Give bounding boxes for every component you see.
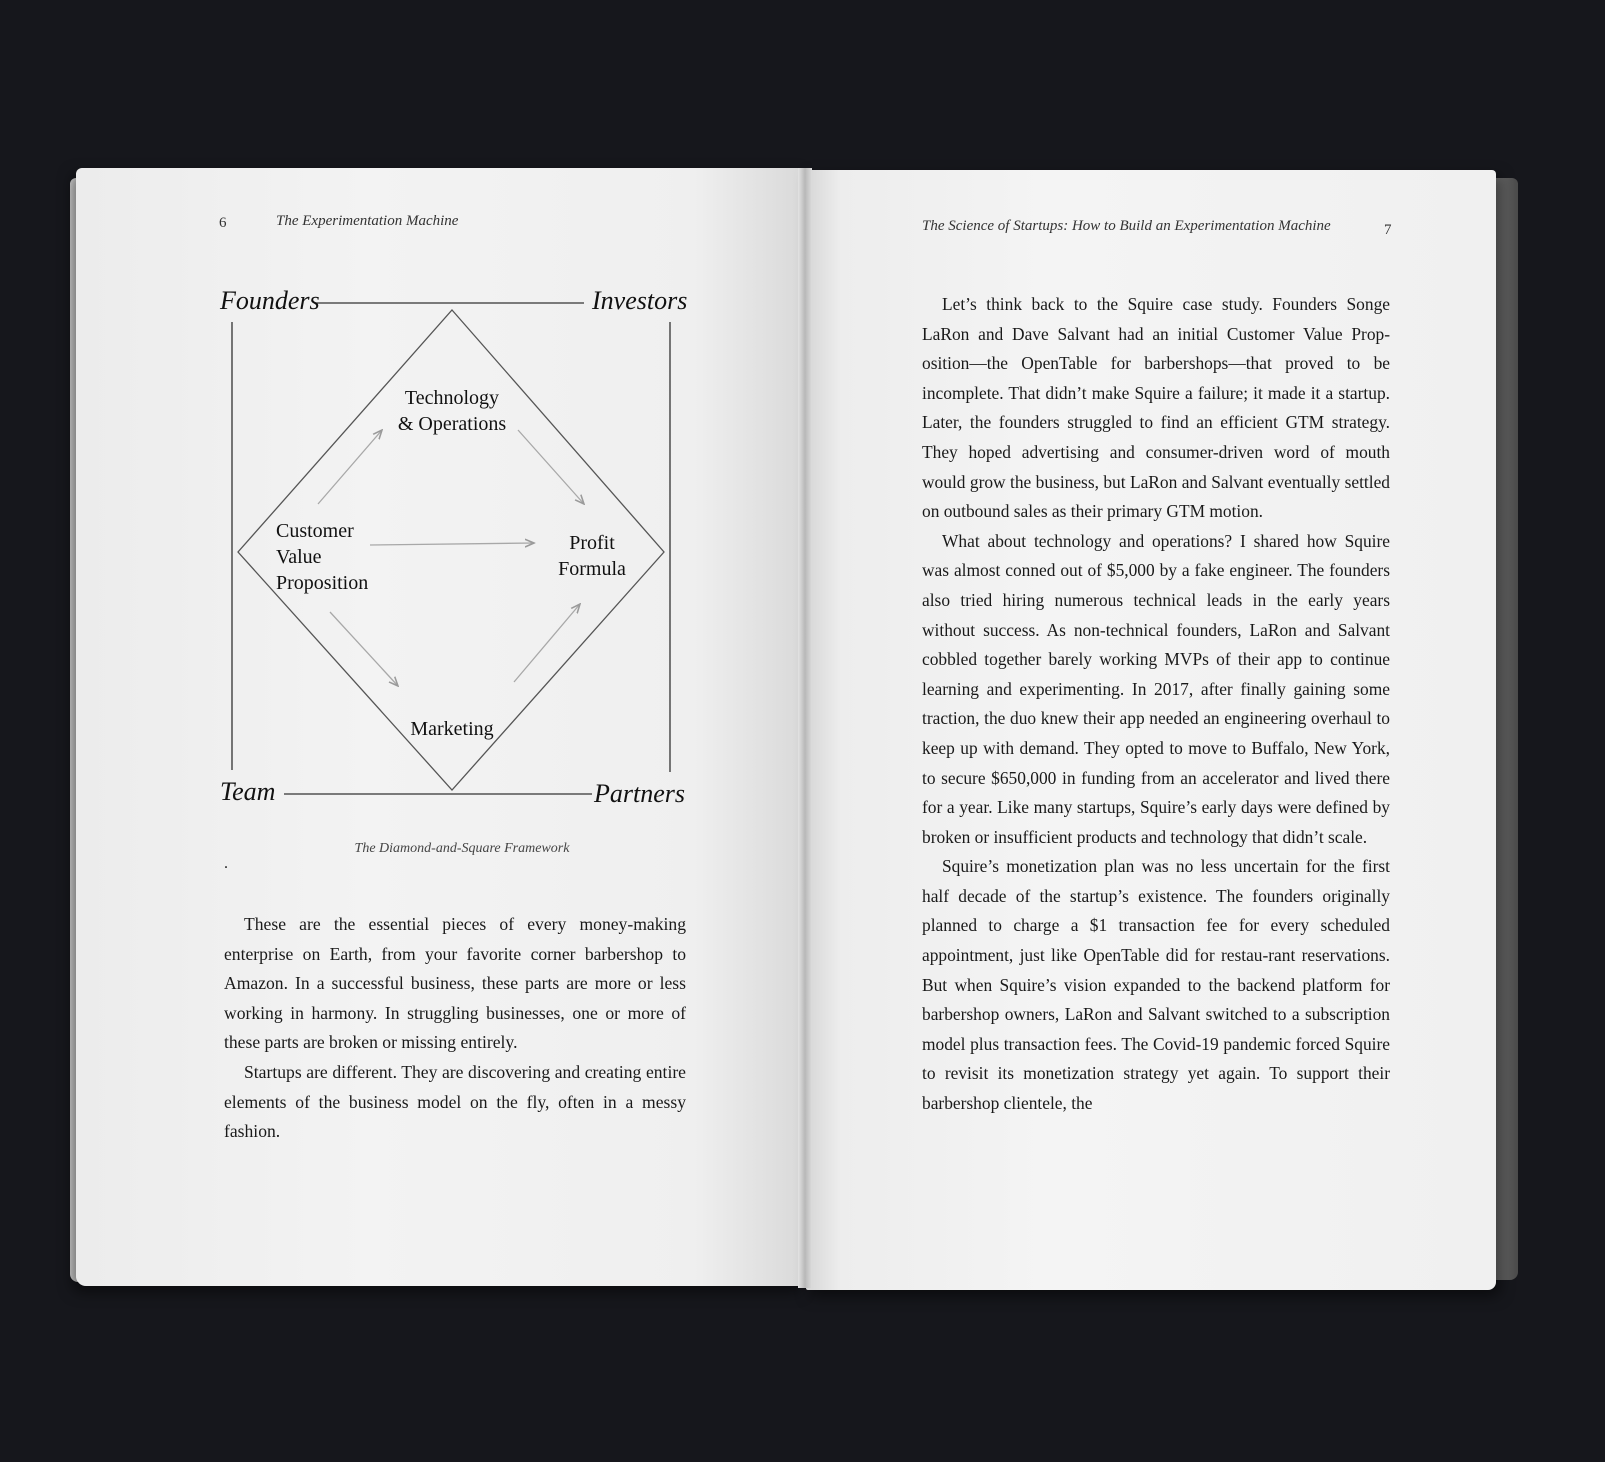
- right-paragraph-2: What about technology and operations? I shared how Squire was almost conned out of $5,000 by a fake engineer. The founders also tried hiring numerous technical leads in the early years without success. As non-technical founders, LaRon and Salvant cobbled together barely working MVPs of their app to continue learning and experimenting. In 2017, after finally gaining some traction, the duo knew their app needed an engineering overhaul to keep up with demand. They opted to move to Buffalo, New York, to secure $650,000 in funding from an accelerator and lived there for a year. Like many startups, Squire’s early days were defined by broken or insufficient products and technology that didn’t scale.: [922, 530, 1390, 847]
- node-profit-formula: Profit Formula: [558, 532, 626, 580]
- stray-mark: .: [224, 855, 228, 872]
- right-paragraph-3: Squire’s monetization plan was no less uncertain for the first half decade of the startup’s existence. The founders originally planned to charge a $1 transaction fee for every scheduled appointment, just like OpenTable did for restau-rant reservations. But when Squire’s vision expanded to the backend platform for barbershop owners, LaRon and Salvant switched to a subscription model plus transaction fees. The Covid-19 pandemic forced Squire to revisit its monetization strategy yet again. To support their barbershop clientele, the: [922, 856, 1390, 1114]
- left-paragraph-1: These are the essential pieces of every money-making enterprise on Earth, from your favorite corner barbershop to Amazon. In a successful business, these parts are more or less working in harmony. In struggling businesses, one or more of these parts are broken or missing entirely.: [224, 914, 686, 1053]
- corner-investors: Investors: [592, 286, 688, 315]
- node-marketing: Marketing: [410, 718, 494, 740]
- arrow-cvp-to-tech: [318, 430, 382, 504]
- right-body-text: [922, 290, 1390, 1119]
- right-running-head: The Science of Startups: How to Build an Experimentation Machine: [922, 218, 1331, 234]
- node-technology-operations: Technology & Operations: [397, 387, 507, 435]
- right-paragraph-1: Let’s think back to the Squire case study. Founders Songe LaRon and Dave Salvant had an initial Customer Value Prop-osition—the OpenTable for barbershops—that proved to be incomplete. That didn’t make Squire a failure; it made it a startup. Later, the founders struggled to find an efficient GTM strategy. They hoped advertising and consumer-driven word of mouth would grow the business, but LaRon and Salvant eventually settled on outbound sales as their primary GTM motion.: [922, 294, 1390, 522]
- right-page-stack-edge: [1494, 178, 1518, 1280]
- left-page-number: 6: [219, 215, 227, 231]
- right-page-number: 7: [1384, 222, 1392, 238]
- arrow-cvp-to-profit: [370, 543, 534, 545]
- diamond-square-diagram: [220, 286, 702, 825]
- arrow-cvp-to-marketing: [330, 612, 398, 686]
- book-gutter: [798, 168, 812, 1288]
- left-running-head: The Experimentation Machine: [276, 213, 459, 229]
- left-paragraph-2: Startups are different. They are discovering and creating entire elements of the business model on the fly, often in a messy fashion.: [224, 1061, 686, 1142]
- arrow-tech-to-profit: [518, 430, 584, 504]
- corner-team: Team: [220, 777, 276, 806]
- left-body-text: [224, 910, 686, 1147]
- corner-partners: Partners: [594, 779, 685, 808]
- diagram-caption: The Diamond-and-Square Framework: [354, 841, 570, 856]
- node-customer-value-proposition: Customer Value Proposition: [276, 520, 369, 594]
- arrow-marketing-to-profit: [514, 604, 580, 682]
- corner-founders: Founders: [220, 286, 320, 315]
